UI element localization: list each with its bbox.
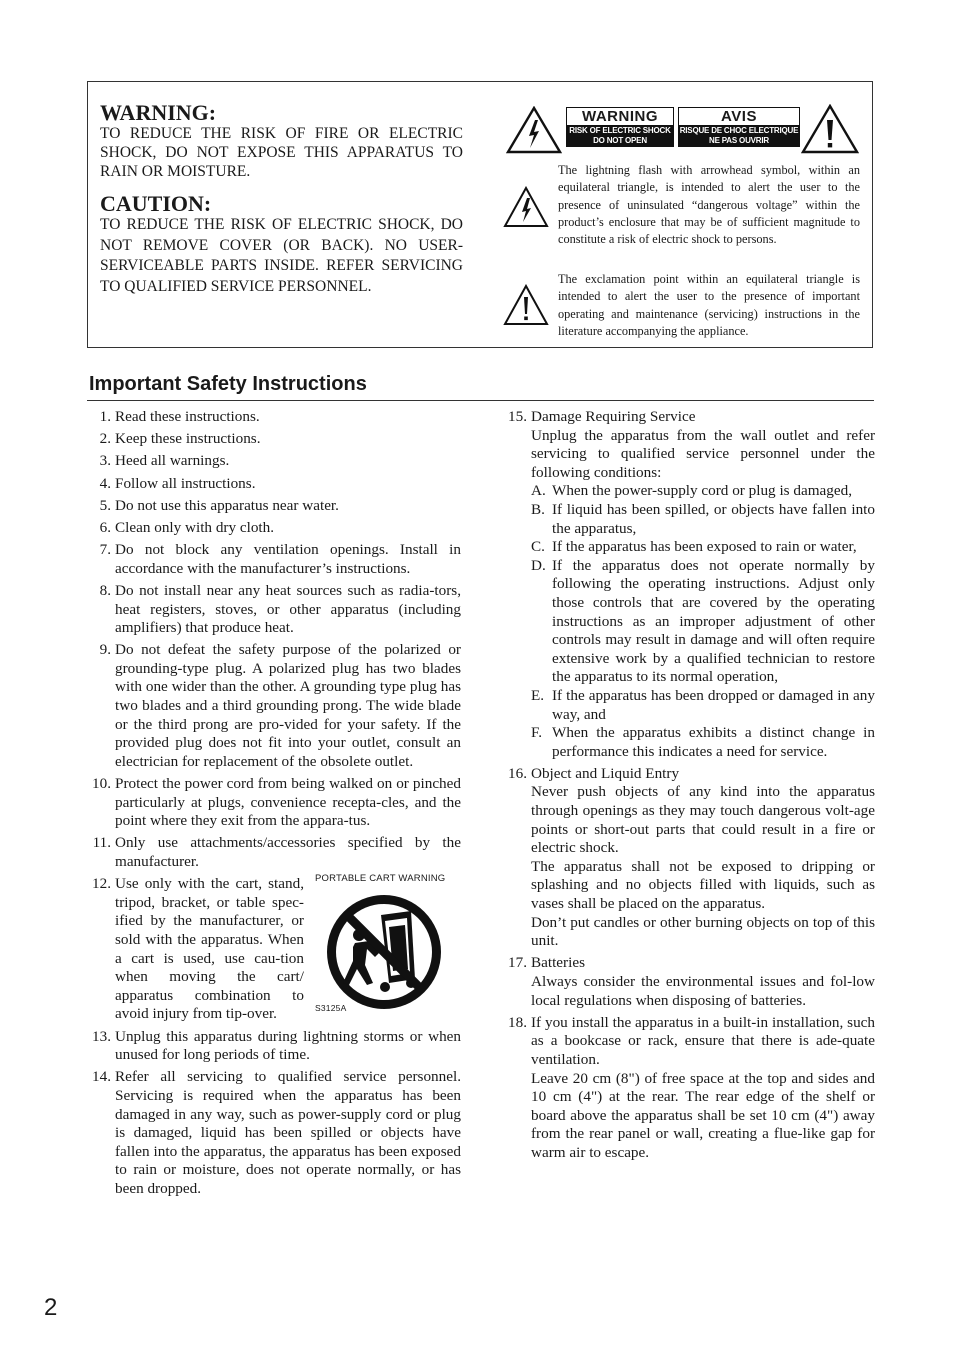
condition-letter: A. xyxy=(531,482,546,500)
item-text: Heed all warnings. xyxy=(115,452,230,470)
condition-text: If the apparatus does not operate normally by following the operating instructions. Adjust only those controls that are covered by the operating instructions as an improper adjustment of other controls may result in damage and will often require extensive work by a qualified technician to restore the apparatus to its normal operation, xyxy=(552,556,875,686)
section-title: Important Safety Instructions xyxy=(89,373,367,395)
item-number: 1. xyxy=(99,408,111,425)
condition-letter: E. xyxy=(531,686,545,704)
warning-label-subtitle xyxy=(567,125,673,146)
item-paragraph: Always consider the environmental issues and fol-low local regulations when disposing of batteries. xyxy=(531,973,875,1009)
condition-text: When the power-supply cord or plug is damaged, xyxy=(552,482,852,500)
warning-label-line2: DO NOT OPEN xyxy=(593,135,647,145)
item-text: Refer all servicing to qualified service personnel. Servicing is required when the apparatus has been damaged in any way, such as power-supply cord or plug is damaged, liquid has been spilled or objects have fallen into the apparatus, the apparatus has been exposed to rain or moisture, does not operate normally, or has been dropped. xyxy=(115,1068,461,1197)
instruction-item xyxy=(87,430,461,449)
instruction-item xyxy=(87,1068,461,1198)
condition-letter: F. xyxy=(531,724,543,742)
item-text: Do not install near any heat sources such as radia-tors, heat registers, stoves, or other apparatus (including amplifiers) that produce heat. xyxy=(115,581,461,637)
instruction-item-18 xyxy=(503,1014,875,1163)
item-number: 6. xyxy=(99,518,111,536)
instruction-item xyxy=(87,408,461,427)
warning-label-title: WARNING xyxy=(582,108,658,125)
item-number: 4. xyxy=(99,474,111,492)
instruction-list-1-11 xyxy=(87,408,461,872)
cart-caption: PORTABLE CART WARNING xyxy=(315,873,446,885)
item-text: Use only with the cart, stand, tripod, bracket, or table spec-ified by the manufacturer, or sold with the apparatus. When a cart is used, use cau-tion when moving the cart/ apparatus combination to avoid injury from tip-over. xyxy=(115,875,304,1023)
instruction-list-13-14 xyxy=(87,1028,461,1199)
condition-text: When the apparatus exhibits a distinct change in performance this indicates a need for service. xyxy=(552,724,875,760)
condition-text: If liquid has been spilled, or objects have fallen into the apparatus, xyxy=(552,500,875,537)
instruction-item xyxy=(87,497,461,516)
caution-text: TO REDUCE THE RISK OF ELECTRIC SHOCK, DO NOT REMOVE COVER (OR BACK). NO USER-SERVICEABLE PARTS INSIDE. REFER SERVICING TO QUALIFIED SERVICE PERSONNEL. xyxy=(100,216,463,295)
item-text: Do not defeat the safety purpose of the polarized or grounding-type plug. A polarized plug has two blades with one wider than the other. A grounding type plug has two blades and a third grounding prong. The wide blade or the third prong are pro-vided for your safety. If the provided plug does not fit into your outlet, consult an electrician for replacement of the obsolete outlet. xyxy=(115,641,461,770)
item-paragraph: Never push objects of any kind into the apparatus through openings as they may touch dangerous volt-age points or short-out parts that could result in a fire or electric shock. xyxy=(531,783,875,857)
item-number: 3. xyxy=(99,452,111,470)
item-title: Damage Requiring Service xyxy=(531,408,696,425)
avis-label-line1: RISQUE DE CHOC ELECTRIQUE xyxy=(679,126,799,135)
instruction-item xyxy=(87,475,461,494)
page-number: 2 xyxy=(44,1294,58,1321)
avis-label-line2: NE PAS OUVRIR xyxy=(709,135,769,145)
item-text: Clean only with dry cloth. xyxy=(115,518,275,536)
lightning-triangle-icon xyxy=(506,106,562,154)
item-text: Do not block any ventilation openings. Install in accordance with the manufacturer’s instructions. xyxy=(115,541,461,577)
condition-item xyxy=(531,538,875,557)
condition-letter: D. xyxy=(531,556,546,574)
item-paragraph: If you install the apparatus in a built-in installation, such as a bookcase or rack, ensure that there is ade-quate ventilation. xyxy=(531,1013,875,1068)
lightning-symbol-icon xyxy=(503,186,549,228)
lightning-description: The lightning flash with arrowhead symbol, within an equilateral triangle, is intended to alert the user to the presence of uninsulated “dangerous voltage” within the product’s enclosure that may be of sufficient magnitude to constitute a risk of electric shock to persons. xyxy=(558,163,860,247)
condition-list xyxy=(531,482,875,761)
item-number: 5. xyxy=(99,496,111,514)
condition-text: If the apparatus has been exposed to rain or water, xyxy=(552,538,857,556)
item-paragraph: Leave 20 cm (8") of free space at the top and sides and 10 cm (4") at the rear. The rear edge of the shelf or board above the apparatus shall be set 10 cm (4") away from the rear panel or wall, creating a flue-like gap for warm air to escape. xyxy=(531,1069,875,1161)
condition-letter: B. xyxy=(531,500,545,518)
item-title: Object and Liquid Entry xyxy=(531,764,680,782)
exclamation-triangle-icon xyxy=(801,104,859,154)
instruction-item xyxy=(87,541,461,578)
portable-cart-warning-icon xyxy=(323,891,445,1013)
avis-label-subtitle xyxy=(679,125,799,146)
avis-label-title: AVIS xyxy=(721,108,757,125)
warning-caution-text xyxy=(100,102,463,297)
item-number: 18. xyxy=(508,1013,527,1031)
item-text: Unplug this apparatus during lightning storms or when unused for long periods of time. xyxy=(115,1027,461,1064)
warning-heading: WARNING: xyxy=(100,100,217,125)
instruction-item xyxy=(87,1028,461,1065)
item-number: 16. xyxy=(508,764,527,782)
section-divider xyxy=(87,400,874,401)
item-intro: Unplug the apparatus from the wall outlet and refer servicing to qualified service personnel under the following conditions: xyxy=(531,426,875,481)
item-title: Batteries xyxy=(531,954,585,972)
instruction-item xyxy=(87,775,461,831)
item-text: Keep these instructions. xyxy=(115,430,261,448)
condition-letter: C. xyxy=(531,538,545,556)
instruction-item xyxy=(87,519,461,538)
instructions-right-column xyxy=(503,408,875,1166)
instruction-item-16 xyxy=(503,765,875,951)
item-text: Read these instructions. xyxy=(115,408,260,425)
cart-code: S3125A xyxy=(315,1003,347,1014)
warning-text: TO REDUCE THE RISK OF FIRE OR ELECTRIC SHOCK, DO NOT EXPOSE THIS APPARATUS TO RAIN OR MOISTURE. xyxy=(100,125,463,180)
item-number: 8. xyxy=(99,581,111,599)
instructions-left-column xyxy=(87,408,461,1202)
item-text: Follow all instructions. xyxy=(115,474,256,492)
warning-label xyxy=(566,107,674,147)
item-paragraph: Don’t put candles or other burning objects on top of this unit. xyxy=(531,913,875,950)
condition-item xyxy=(531,501,875,538)
item-number: 15. xyxy=(508,408,527,425)
item-number: 9. xyxy=(99,641,111,659)
item-text: Protect the power cord from being walked on or pinched particularly at plugs, convenience recepta-cles, and the point where they exit from the appara-tus. xyxy=(115,775,461,830)
caution-heading: CAUTION: xyxy=(100,191,212,216)
instruction-item xyxy=(87,452,461,471)
item-number: 17. xyxy=(508,954,527,972)
item-number: 2. xyxy=(99,430,111,448)
instruction-item xyxy=(87,582,461,638)
warning-label-line1: RISK OF ELECTRIC SHOCK xyxy=(569,126,671,135)
item-number: 14. xyxy=(92,1068,111,1086)
exclamation-symbol-icon xyxy=(503,284,549,326)
item-number: 11. xyxy=(92,834,111,852)
instruction-item-12 xyxy=(87,875,461,1024)
instruction-item-17 xyxy=(503,954,875,1010)
instruction-item-15 xyxy=(503,408,875,761)
warning-box xyxy=(87,81,873,348)
item-number: 10. xyxy=(92,775,111,793)
condition-item xyxy=(531,724,875,761)
exclamation-description: The exclamation point within an equilateral triangle is intended to alert the user to the presence of important operating and maintenance (servicing) instructions in the literature accompanying the appliance. xyxy=(558,272,860,338)
item-text: Only use attachments/accessories specified by the manufacturer. xyxy=(115,834,461,870)
item-number: 13. xyxy=(92,1027,111,1045)
instruction-item xyxy=(87,641,461,771)
condition-item xyxy=(531,482,875,501)
avis-label xyxy=(678,107,800,147)
condition-item xyxy=(531,687,875,724)
condition-item xyxy=(531,557,875,687)
item-paragraph: The apparatus shall not be exposed to dripping or splashing and no objects filled with liquids, such as vases shall be placed on the apparatus. xyxy=(531,857,875,913)
item-number: 12. xyxy=(92,875,111,893)
condition-text: If the apparatus has been dropped or damaged in any way, and xyxy=(552,686,875,723)
item-text: Do not use this apparatus near water. xyxy=(115,496,339,514)
item-number: 7. xyxy=(99,541,111,559)
instruction-item xyxy=(87,834,461,871)
